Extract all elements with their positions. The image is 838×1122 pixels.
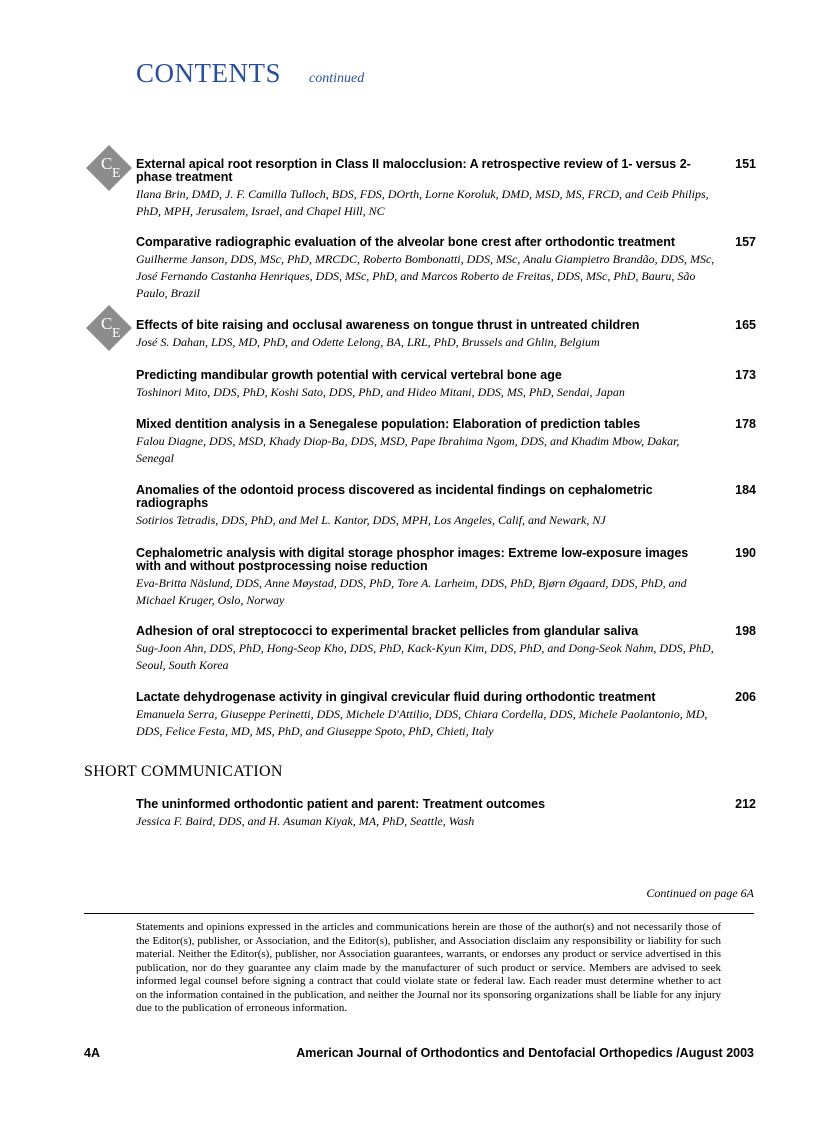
- article-title[interactable]: Lactate dehydrogenase activity in gingival crevicular fluid during orthodontic treatment: [136, 690, 656, 704]
- page-number: 212: [735, 797, 756, 811]
- article-authors: Eva-Britta Näslund, DDS, Anne Møystad, DDS, PhD, Tore A. Larheim, DDS, PhD, Bjørn Øgaard, DDS, PhD, and Michael Kruger, Oslo, Norway: [136, 576, 687, 607]
- article-authors: Emanuela Serra, Giuseppe Perinetti, DDS, Michele D'Attilio, DDS, Chiara Cordella, DDS, Michele Paolantonio, MD, DDS, Felice Festa, MD, MS, PhD, and Giuseppe Spoto, PhD, Chieti, Italy: [136, 707, 708, 738]
- footer-page-label: 4A: [84, 1046, 100, 1060]
- toc-entry[interactable]: [136, 798, 756, 830]
- article-title[interactable]: Mixed dentition analysis in a Senegalese population: Elaboration of prediction tables: [136, 417, 641, 431]
- article-authors: Guilherme Janson, DDS, MSc, PhD, MRCDC, Roberto Bombonatti, DDS, MSc, Analu Giampietro Brandão, DDS, MSc, José Fernando Castanha Henriques, DDS, MSc, PhD, and Marcos Roberto de Freitas, DDS, MSc, PhD, Bauru, São Paulo, Brazil: [136, 252, 715, 300]
- page-number: 198: [735, 624, 756, 638]
- page-number: 157: [735, 235, 756, 249]
- toc-entry[interactable]: [136, 547, 756, 609]
- disclaimer: Statements and opinions expressed in the articles and communications herein are those of the author(s) and not necessarily those of the Editor(s), publisher, or Association, and the Editor(s), publisher, and Association disclaim any responsibility or liability for such material. Neither the Editor(s), publisher, nor Association guarantees, warrants, or endorses any product or service advertised in this publication, nor do they guarantee any claim made by the manufacturer of such product or service. Members are advised to seek informed legal counsel before signing a contract that could violate state or federal law. Each reader must determine whether to act on the information contained in the publication, and neither the Journal nor its sponsoring organizations shall be liable for any injury due to the publication of erroneous information.: [136, 921, 721, 1014]
- article-authors: Jessica F. Baird, DDS, and H. Asuman Kiyak, MA, PhD, Seattle, Wash: [136, 814, 475, 828]
- page-number: 165: [735, 318, 756, 332]
- article-authors: Falou Diagne, DDS, MSD, Khady Diop-Ba, DDS, MSD, Pape Ibrahima Ngom, DDS, and Khadim Mbow, Dakar, Senegal: [136, 434, 680, 465]
- article-title[interactable]: Anomalies of the odontoid process discovered as incidental findings on cephalometric radiographs: [136, 483, 653, 510]
- section-heading: SHORT COMMUNICATION: [84, 763, 283, 780]
- page-number: 206: [735, 690, 756, 704]
- divider: [84, 913, 754, 914]
- page-number: 190: [735, 546, 756, 560]
- page-subtitle: continued: [309, 71, 365, 86]
- footer-journal: American Journal of Orthodontics and Dentofacial Orthopedics /August 2003: [296, 1046, 754, 1060]
- page-number: 173: [735, 368, 756, 382]
- article-authors: José S. Dahan, LDS, MD, PhD, and Odette Lelong, BA, LRL, PhD, Brussels and Ghlin, Belgium: [136, 335, 600, 349]
- article-title[interactable]: Adhesion of oral streptococci to experimental bracket pellicles from glandular saliva: [136, 624, 639, 638]
- ce-badge-icon: [85, 304, 133, 352]
- continued-note[interactable]: Continued on page 6A: [646, 886, 754, 900]
- toc-entry[interactable]: [136, 369, 756, 401]
- ce-badge-icon: [85, 144, 133, 192]
- article-title[interactable]: Predicting mandibular growth potential with cervical vertebral bone age: [136, 368, 562, 382]
- ce-letter-c: C: [101, 314, 113, 333]
- toc-entry[interactable]: [136, 236, 756, 302]
- toc-entry[interactable]: [136, 319, 756, 351]
- article-title[interactable]: The uninformed orthodontic patient and parent: Treatment outcomes: [136, 797, 546, 811]
- page-number: 178: [735, 417, 756, 431]
- article-title[interactable]: Cephalometric analysis with digital storage phosphor images: Extreme low-exposure images with and without postprocessing noise reduction: [136, 546, 689, 573]
- article-authors: Toshinori Mito, DDS, PhD, Koshi Sato, DDS, PhD, and Hideo Mitani, DDS, MS, PhD, Sendai, Japan: [136, 385, 625, 399]
- article-title[interactable]: Effects of bite raising and occlusal awareness on tongue thrust in untreated children: [136, 318, 640, 332]
- page-title: CONTENTS: [136, 58, 281, 88]
- page-number: 184: [735, 483, 756, 497]
- article-title[interactable]: External apical root resorption in Class II malocclusion: A retrospective review of 1- versus 2-phase treatment: [136, 157, 691, 184]
- ce-letter-c: C: [101, 154, 113, 173]
- ce-letter-e: E: [112, 166, 121, 181]
- article-authors: Sug-Joon Ahn, DDS, PhD, Hong-Seop Kho, DDS, PhD, Kack-Kyun Kim, DDS, PhD, and Dong-Seok Nahm, DDS, PhD, Seoul, South Korea: [136, 641, 714, 672]
- page-number: 151: [735, 157, 756, 171]
- toc-entry[interactable]: [136, 691, 756, 740]
- contents-header: [136, 58, 364, 89]
- toc-entry[interactable]: [136, 484, 756, 529]
- article-title[interactable]: Comparative radiographic evaluation of the alveolar bone crest after orthodontic treatment: [136, 235, 676, 249]
- article-authors: Ilana Brin, DMD, J. F. Camilla Tulloch, BDS, FDS, DOrth, Lorne Koroluk, DMD, MSD, MS, FRCD, and Ceib Philips, PhD, MPH, Jerusalem, Israel, and Chapel Hill, NC: [136, 187, 709, 218]
- toc-entry[interactable]: [136, 158, 756, 220]
- toc-entry[interactable]: [136, 418, 756, 467]
- toc-entry[interactable]: [136, 625, 756, 674]
- ce-letter-e: E: [112, 326, 121, 341]
- article-authors: Sotirios Tetradis, DDS, PhD, and Mel L. Kantor, DDS, MPH, Los Angeles, Calif, and Newark, NJ: [136, 513, 606, 527]
